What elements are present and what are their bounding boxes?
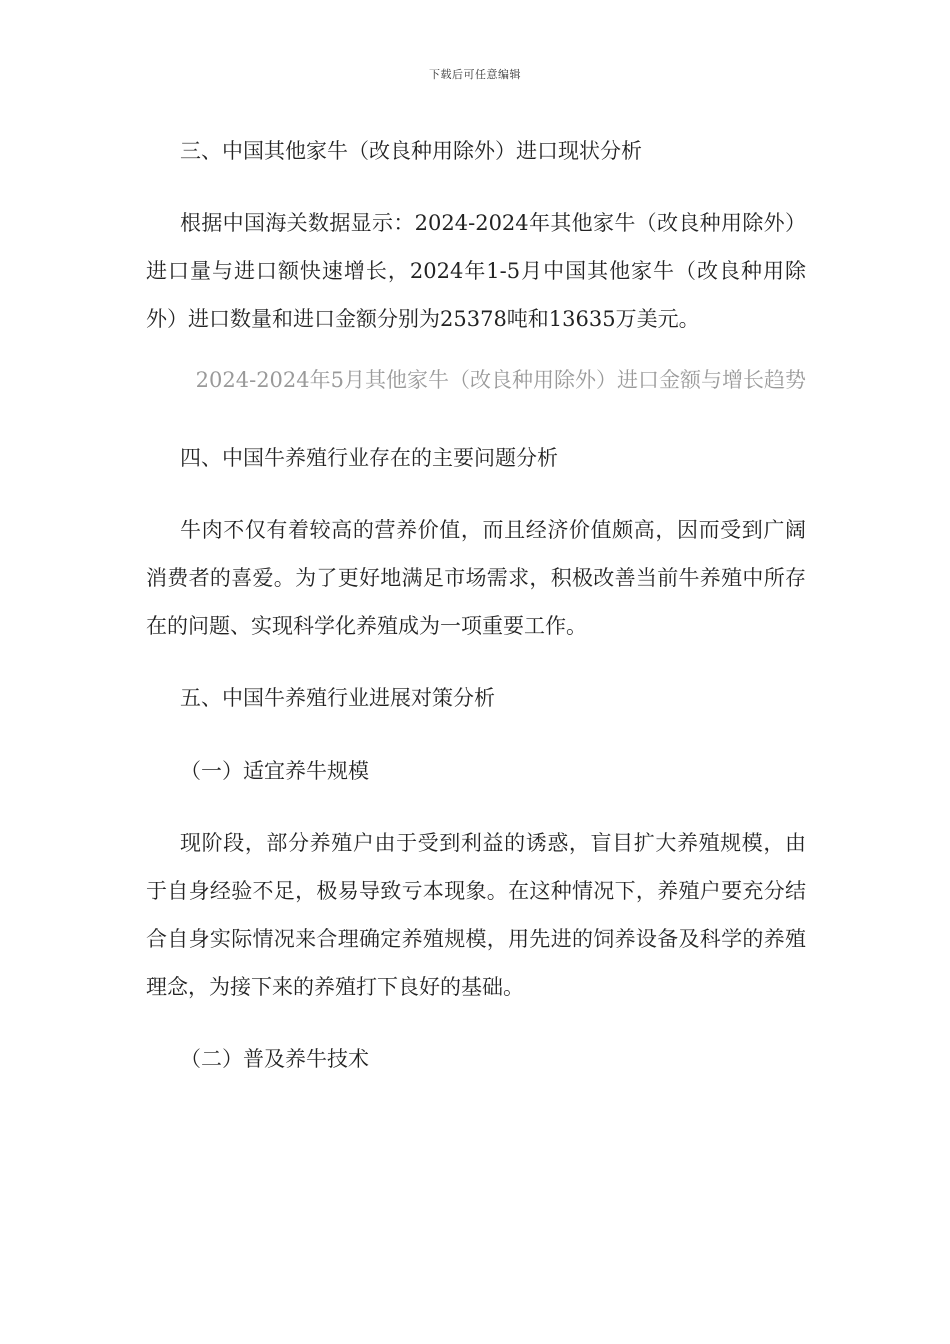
section-3-paragraph: 根据中国海关数据显示：2024-2024年其他家牛（改良种用除外）进口量与进口额快速增长，2024年1-5月中国其他家牛（改良种用除外）进口数量和进口金额分别为25378吨和13635万美元。 [146, 211, 806, 331]
subsection-1-heading: （一）适宜养牛规模 [180, 759, 369, 783]
section-3-heading: 三、中国其他家牛（改良种用除外）进口现状分析 [180, 139, 642, 163]
download-note: 下载后可任意编辑 [429, 68, 521, 81]
chart-caption: 2024-2024年5月其他家牛（改良种用除外）进口金额与增长趋势 [195, 368, 806, 392]
subsection-2-heading: （二）普及养牛技术 [180, 1047, 369, 1071]
document-body [146, 131, 806, 1079]
section-4-heading: 四、中国牛养殖行业存在的主要问题分析 [180, 446, 558, 470]
section-4-paragraph: 牛肉不仅有着较高的营养价值，而且经济价值颇高，因而受到广阔消费者的喜爱。为了更好地满足市场需求，积极改善当前牛养殖中所存在的问题、实现科学化养殖成为一项重要工作。 [146, 518, 806, 638]
subsection-1-paragraph: 现阶段，部分养殖户由于受到利益的诱惑，盲目扩大养殖规模，由于自身经验不足，极易导致亏本现象。在这种情况下，养殖户要充分结合自身实际情况来合理确定养殖规模，用先进的饲养设备及科学的养殖理念，为接下来的养殖打下良好的基础。 [146, 831, 806, 999]
section-5-heading: 五、中国牛养殖行业进展对策分析 [180, 686, 495, 710]
